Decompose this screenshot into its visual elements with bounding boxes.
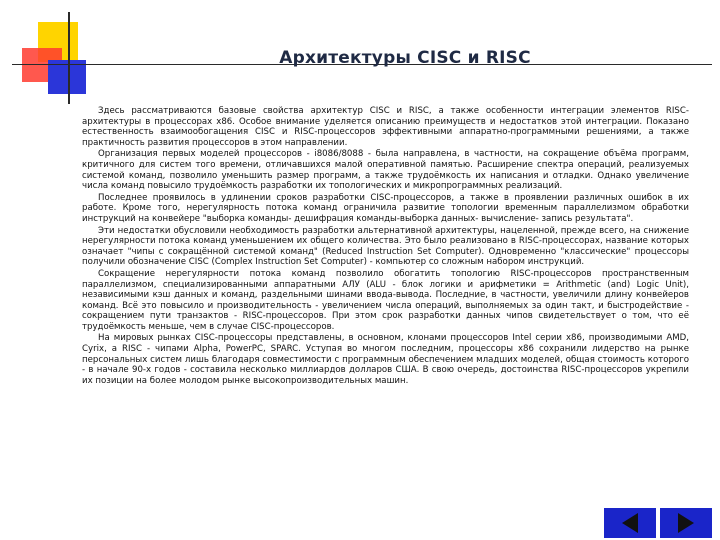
paragraph-2: Организация первых моделей процессоров - i8086/8088 - была направлена, в частности, на сокращение объёма программ, критичного для систем того времени, отличавшихся малой оперативной памятью. Расширение спектра операций, реализуемых системой команд, позволило уменьшить размер программ, а также трудоёмкость их написания и отладки. Однако увеличение числа команд повысило трудоёмкость разработки их топологических и микропрограммных реализаций. — [82, 149, 689, 192]
slide-title: Архитектуры CISC и RISC — [279, 48, 531, 68]
paragraph-4: Эти недостатки обусловили необходимость разработки альтернативной архитектуры, нацеленной, прежде всего, на снижение нерегулярности потока команд уменьшением их общего количества. Это было реализовано в RISC-процессорах, название которых означает "чипы с сокращённой системой команд" (Reduced Instruction Set Computer). Одновременно "классические" процессоры получили обозначение CISC (Complex Instruction Set Computer) - компьютер со сложным набором инструкций. — [82, 225, 689, 268]
paragraph-5: Сокращение нерегулярности потока команд позволило обогатить топологию RISC-процессоров пространственным параллелизмом, специализированными аппаратными АЛУ (ALU - блок логики и арифметики = Arithmetic (and) Logic Unit), независимыми кэш данных и команд, раздельными шинами ввода-вывода. Последние, в частности, увеличили длину конвейеров команд. Всё это повысило и производительность - увеличением числа операций, выполняемых за один такт, и быстродействие - сокращением пути транзактов - RISC-процессоров. При этом срок разработки данных чипов свидетельствует о том, что её трудоёмкость меньше, чем в случае CISC-процессоров. — [82, 268, 689, 332]
previous-slide-button[interactable] — [604, 508, 656, 538]
next-slide-button[interactable] — [660, 508, 712, 538]
triangle-left-icon — [622, 513, 638, 533]
paragraph-6: На мировых рынках CISC-процессоры представлены, в основном, клонами процессоров Intel серии x86, производимыми AMD, Cyrix, а RISC - чипами Alpha, PowerPC, SPARC. Уступая во многом последним, процессоры x86 сохранили лидерство на рынке персональных систем лишь благодаря совместимости с программным обеспечением младших моделей, общая стоимость которого - в начале 90-х годов - составила несколько миллиардов долларов США. В свою очередь, достоинства RISC-процессоров укрепили их позиции на более молодом рынке высокопроизводительных машин. — [82, 333, 689, 386]
paragraph-3: Последнее проявилось в удлинении сроков разработки CISC-процессоров, а также в проявлении различных ошибок в их работе. Кроме того, нерегулярность потока команд ограничила развитие топологии временным параллелизмом обработки инструкций на конвейере "выборка команды- дешифрация команды-выборка данных- вычисление- запись результата". — [82, 192, 689, 224]
slide-body — [82, 106, 689, 387]
paragraph-1: Здесь рассматриваются базовые свойства архитектур CISC и RISC, а также особенности интеграции элементов RISC-архитектуры в процессорах x86. Особое внимание уделяется описанию преимуществ и недостатков этой интеграции. Показано естественность взаимообогащения CISC и RISC-процессоров эффективными аппаратно-программными решениями, а также практичность развития процессоров в этом направлении. — [82, 106, 689, 148]
triangle-right-icon — [678, 513, 694, 533]
